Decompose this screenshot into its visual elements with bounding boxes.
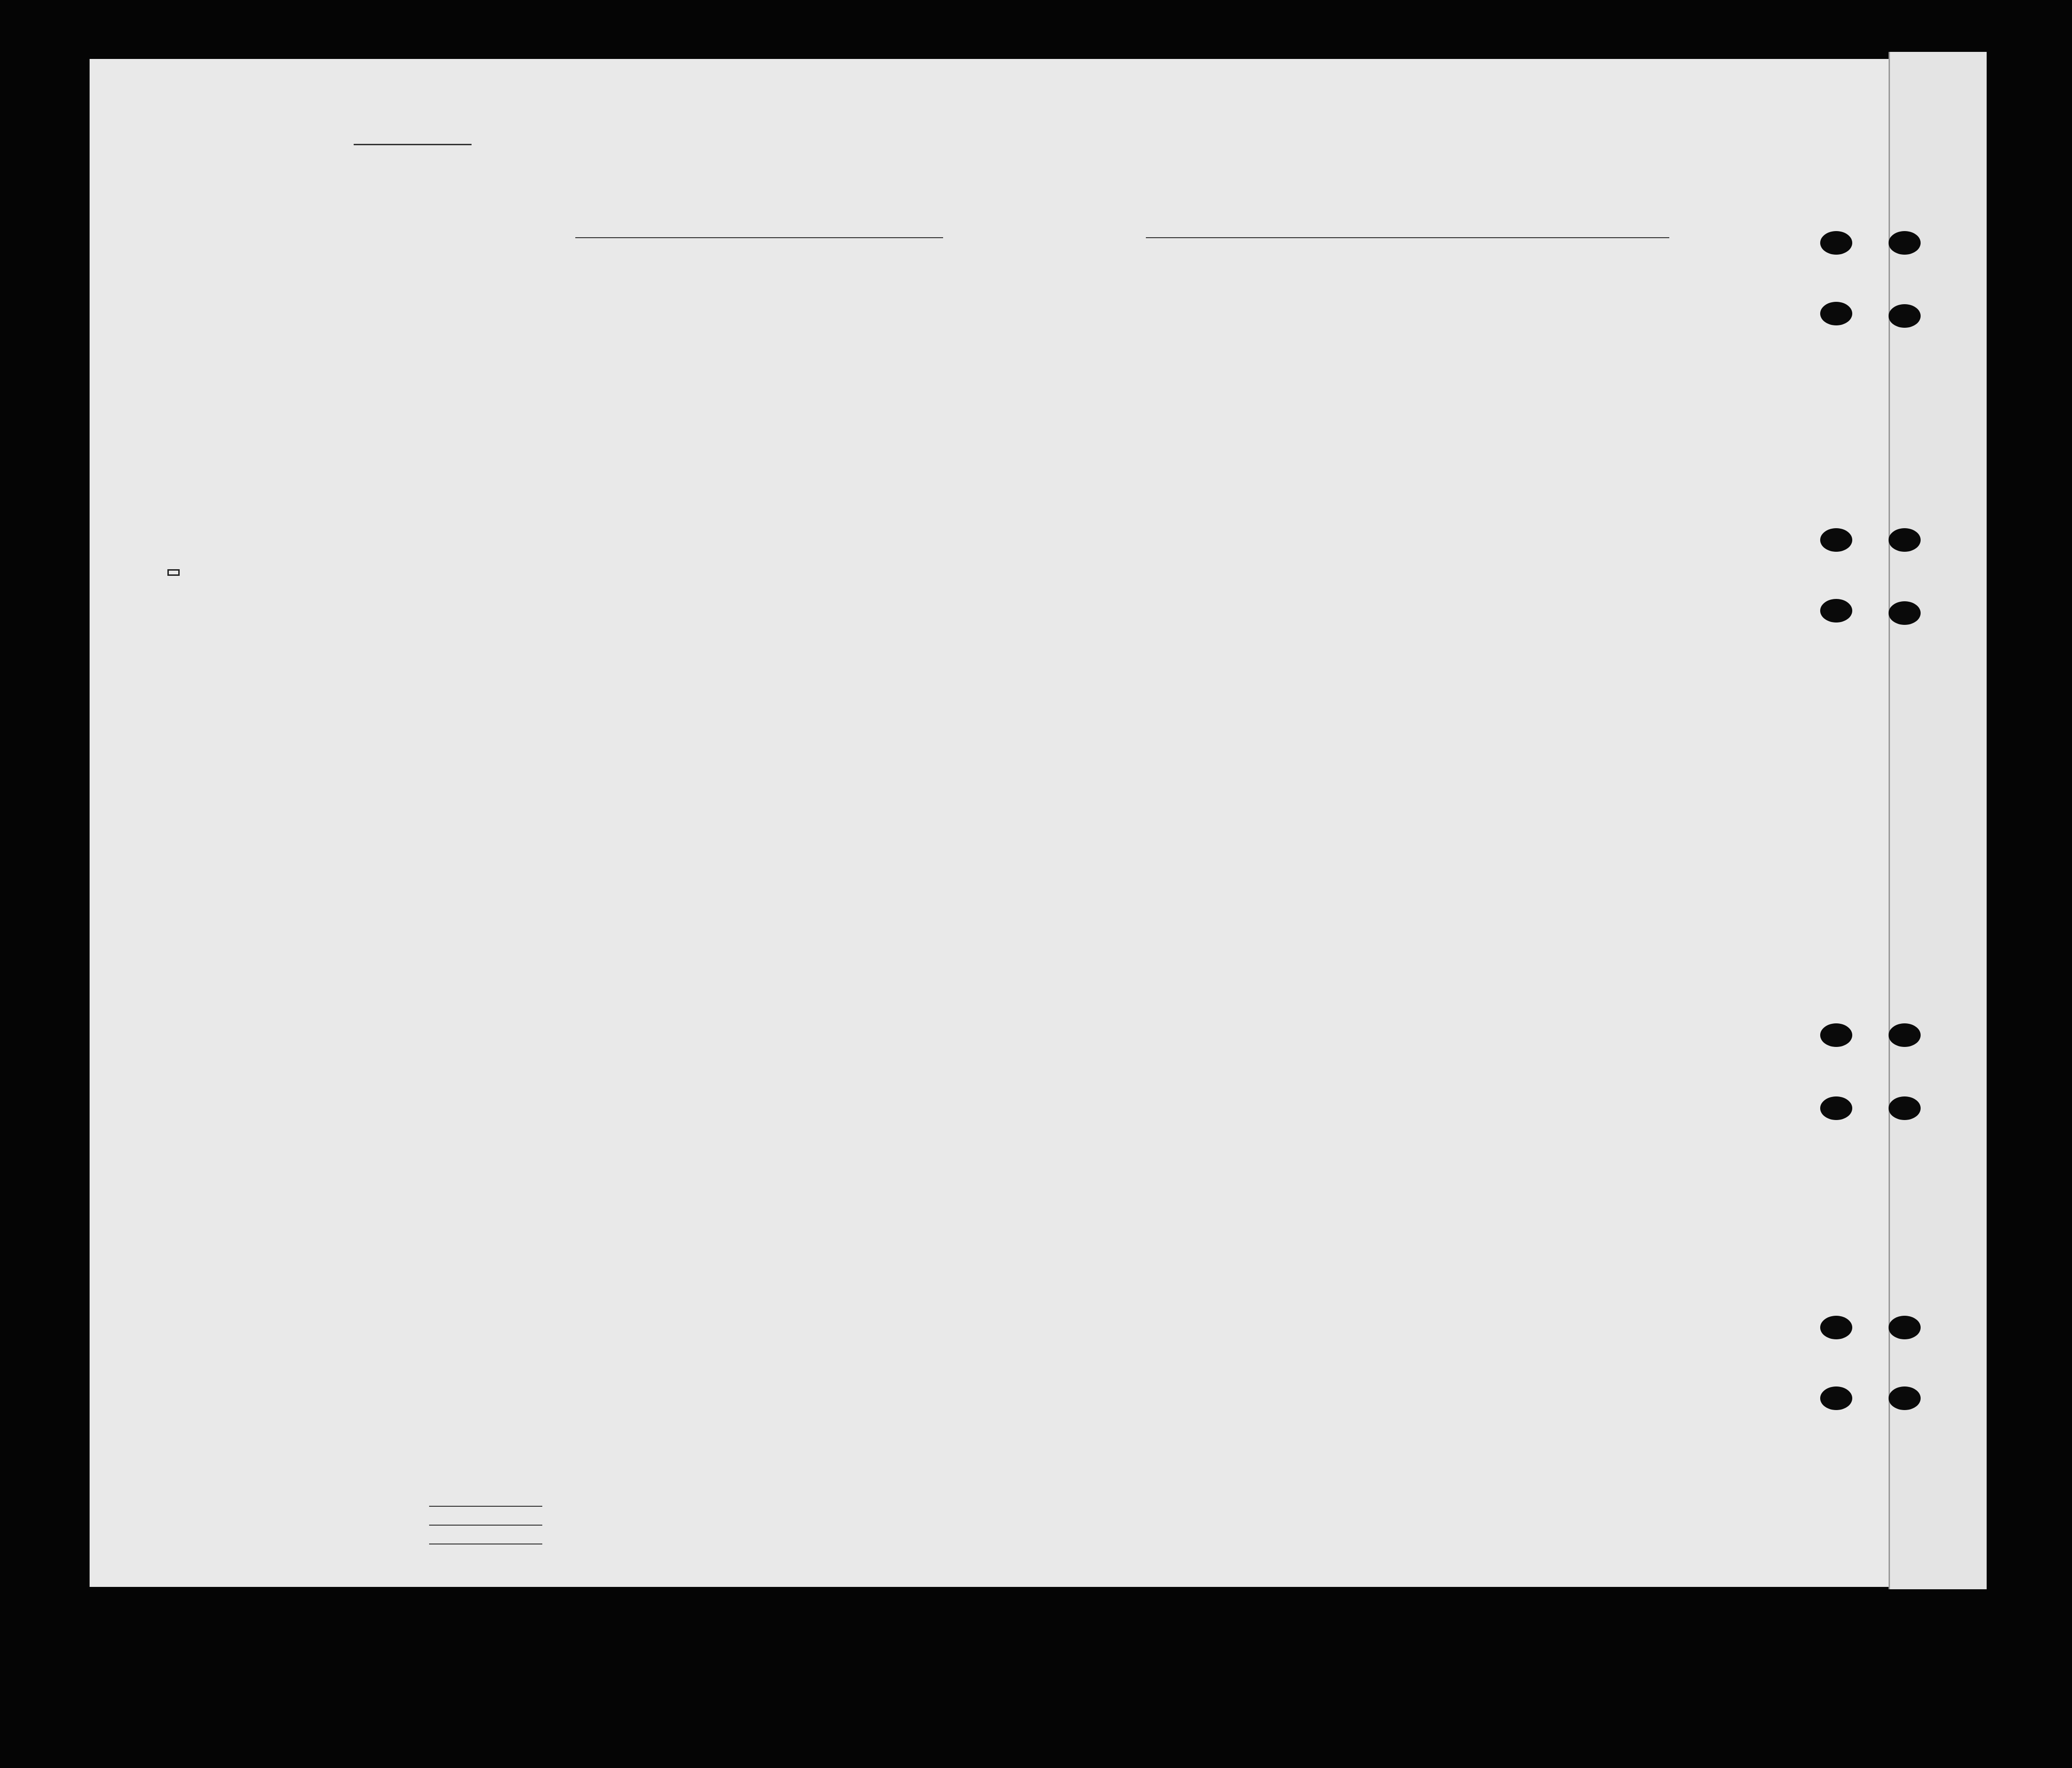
binder-hole xyxy=(1889,1096,1921,1120)
manifest-sheet xyxy=(90,59,1985,1587)
binder-hole xyxy=(1889,304,1921,328)
binder-hole xyxy=(1889,1386,1921,1410)
binder-hole xyxy=(1889,231,1921,255)
binder-hole xyxy=(1820,302,1852,325)
binder-hole xyxy=(1820,1386,1852,1410)
binder-hole xyxy=(1820,528,1852,552)
footer-line-2 xyxy=(429,1525,542,1526)
binder-hole xyxy=(1889,601,1921,625)
binder-hole xyxy=(1820,599,1852,623)
binder-hole xyxy=(1889,528,1921,552)
binder-hole xyxy=(1820,1023,1852,1047)
us-citizen-stamp xyxy=(167,569,180,576)
adjoining-sheet xyxy=(1889,52,1987,1589)
binder-hole xyxy=(1889,1316,1921,1339)
binder-hole xyxy=(1820,1316,1852,1339)
footer-line-1 xyxy=(429,1506,542,1507)
binder-hole xyxy=(1820,231,1852,255)
manifest-grid xyxy=(90,59,1985,1587)
binder-hole xyxy=(1820,1096,1852,1120)
binder-hole xyxy=(1889,1023,1921,1047)
